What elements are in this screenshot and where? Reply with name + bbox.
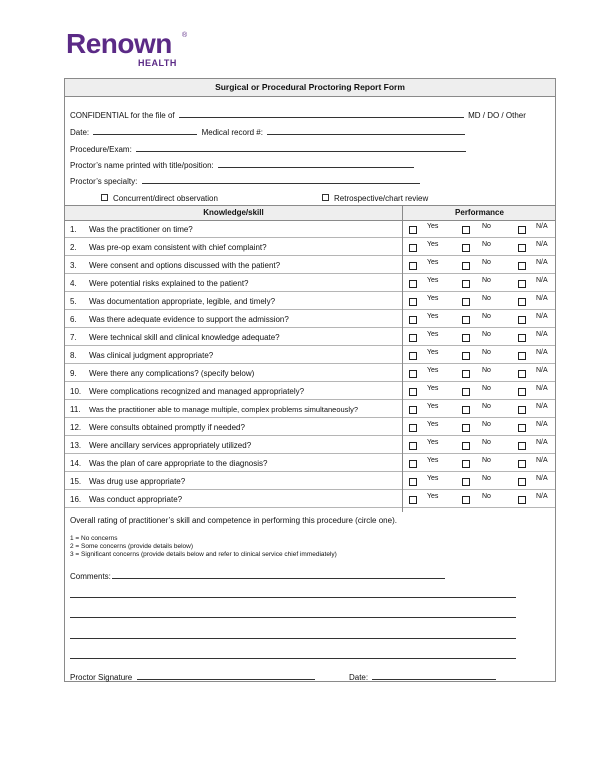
yes-label: Yes xyxy=(427,295,439,302)
no-checkbox[interactable] xyxy=(462,226,470,234)
na-checkbox[interactable] xyxy=(518,334,526,342)
medical-record-label: Medical record #: xyxy=(201,128,263,137)
table-row xyxy=(65,220,555,238)
na-label: N/A xyxy=(536,475,548,482)
na-label: N/A xyxy=(536,313,548,320)
yes-label: Yes xyxy=(427,241,439,248)
no-label: No xyxy=(482,313,491,320)
no-checkbox[interactable] xyxy=(462,406,470,414)
na-checkbox[interactable] xyxy=(518,316,526,324)
question-text: Was the practitioner able to manage multiple, complex problems simultaneously? xyxy=(89,405,359,414)
question-number: 12. xyxy=(70,423,82,432)
yes-label: Yes xyxy=(427,277,439,284)
comments-line xyxy=(70,570,445,581)
concurrent-option[interactable] xyxy=(101,194,218,203)
question-text: Were consults obtained promptly if needed? xyxy=(89,423,245,432)
na-checkbox[interactable] xyxy=(518,370,526,378)
date-label: Date: xyxy=(70,128,90,137)
proctor-name-line xyxy=(70,159,416,170)
question-number: 10. xyxy=(70,387,82,396)
na-label: N/A xyxy=(536,259,548,266)
signature-label: Proctor Signature xyxy=(70,673,133,682)
question-text: Were potential risks explained to the patient? xyxy=(89,279,249,288)
yes-label: Yes xyxy=(427,493,439,500)
na-checkbox[interactable] xyxy=(518,244,526,252)
table-row xyxy=(65,238,555,256)
signature-date-label: Date: xyxy=(348,673,369,682)
no-label: No xyxy=(482,493,491,500)
yes-checkbox[interactable] xyxy=(409,298,417,306)
question-text: Was drug use appropriate? xyxy=(89,477,186,486)
no-label: No xyxy=(482,457,491,464)
no-checkbox[interactable] xyxy=(462,370,470,378)
yes-label: Yes xyxy=(427,367,439,374)
na-label: N/A xyxy=(536,457,548,464)
no-checkbox[interactable] xyxy=(462,334,470,342)
yes-checkbox[interactable] xyxy=(409,370,417,378)
no-label: No xyxy=(482,349,491,356)
proctor-specialty-line xyxy=(70,175,422,186)
table-row xyxy=(65,382,555,400)
yes-checkbox[interactable] xyxy=(409,406,417,414)
table-row xyxy=(65,328,555,346)
procedure-label: Procedure/Exam: xyxy=(70,145,132,154)
yes-checkbox[interactable] xyxy=(409,424,417,432)
na-label: N/A xyxy=(536,241,548,248)
procedure-line xyxy=(70,143,468,154)
question-text: Were complications recognized and managed appropriately? xyxy=(89,387,305,396)
yes-label: Yes xyxy=(427,439,439,446)
na-checkbox[interactable] xyxy=(518,478,526,486)
yes-checkbox[interactable] xyxy=(409,334,417,342)
na-label: N/A xyxy=(536,331,548,338)
question-number: 11. xyxy=(70,405,81,414)
no-checkbox[interactable] xyxy=(462,478,470,486)
yes-label: Yes xyxy=(427,385,439,392)
no-label: No xyxy=(482,403,491,410)
yes-label: Yes xyxy=(427,403,439,410)
yes-label: Yes xyxy=(427,475,439,482)
question-text: Were ancillary services appropriately utilized? xyxy=(89,441,252,450)
question-number: 1. xyxy=(70,225,77,234)
yes-checkbox[interactable] xyxy=(409,388,417,396)
na-checkbox[interactable] xyxy=(518,226,526,234)
na-label: N/A xyxy=(536,367,548,374)
question-text: Was the practitioner on time? xyxy=(89,225,193,234)
signature-field[interactable] xyxy=(137,671,315,680)
proctor-name-label: Proctor’s name printed with title/position: xyxy=(70,161,214,170)
retrospective-checkbox[interactable] xyxy=(322,194,329,201)
no-checkbox[interactable] xyxy=(462,352,470,360)
question-text: Was conduct appropriate? xyxy=(89,495,183,504)
yes-checkbox[interactable] xyxy=(409,496,417,504)
no-checkbox[interactable] xyxy=(462,316,470,324)
scale-item-2: 2 = Some concerns (provide details below) xyxy=(70,543,194,550)
question-text: Was documentation appropriate, legible, and timely? xyxy=(89,297,276,306)
na-checkbox[interactable] xyxy=(518,280,526,288)
comments-label: Comments: xyxy=(70,572,111,581)
na-checkbox[interactable] xyxy=(518,406,526,414)
table-row xyxy=(65,418,555,436)
table-row xyxy=(65,436,555,454)
confidential-label: CONFIDENTIAL for the file of xyxy=(70,111,175,120)
retrospective-label: Retrospective/chart review xyxy=(334,194,429,203)
na-checkbox[interactable] xyxy=(518,352,526,360)
na-checkbox[interactable] xyxy=(518,424,526,432)
no-checkbox[interactable] xyxy=(462,280,470,288)
no-checkbox[interactable] xyxy=(462,298,470,306)
date-record-line xyxy=(70,126,467,137)
no-label: No xyxy=(482,331,491,338)
yes-label: Yes xyxy=(427,259,439,266)
na-checkbox[interactable] xyxy=(518,388,526,396)
question-text: Was clinical judgment appropriate? xyxy=(89,351,214,360)
question-text: Was there adequate evidence to support the admission? xyxy=(89,315,289,324)
yes-label: Yes xyxy=(427,313,439,320)
no-label: No xyxy=(482,223,491,230)
question-number: 6. xyxy=(70,315,77,324)
na-label: N/A xyxy=(536,277,548,284)
renown-health-logo xyxy=(66,28,196,70)
question-number: 3. xyxy=(70,261,77,270)
no-label: No xyxy=(482,439,491,446)
question-number: 16. xyxy=(70,495,82,504)
na-checkbox[interactable] xyxy=(518,442,526,450)
performance-header: Performance xyxy=(402,206,556,220)
table-row xyxy=(65,454,555,472)
na-checkbox[interactable] xyxy=(518,298,526,306)
no-checkbox[interactable] xyxy=(462,460,470,468)
question-number: 9. xyxy=(70,369,77,378)
proctoring-form xyxy=(64,78,556,682)
comment-line-3[interactable] xyxy=(70,638,516,639)
overall-rating-text: Overall rating of practitioner’s skill and competence in performing this procedure (circle one). xyxy=(70,516,397,525)
form-title: Surgical or Procedural Proctoring Report Form xyxy=(65,79,555,97)
procedure-field[interactable] xyxy=(136,143,466,152)
signature-date-field[interactable] xyxy=(372,671,496,680)
question-number: 7. xyxy=(70,333,77,342)
no-checkbox[interactable] xyxy=(462,424,470,432)
logo-subtitle: HEALTH xyxy=(138,58,177,68)
na-checkbox[interactable] xyxy=(518,460,526,468)
table-row xyxy=(65,346,555,364)
question-number: 2. xyxy=(70,243,77,252)
no-label: No xyxy=(482,259,491,266)
table-row xyxy=(65,256,555,274)
yes-checkbox[interactable] xyxy=(409,460,417,468)
yes-checkbox[interactable] xyxy=(409,352,417,360)
table-row xyxy=(65,274,555,292)
logo-wordmark: Renown xyxy=(66,28,172,59)
logo-registered-mark: ® xyxy=(182,32,188,39)
proctor-specialty-label: Proctor’s specialty: xyxy=(70,177,138,186)
question-text: Were technical skill and clinical knowledge adequate? xyxy=(89,333,280,342)
table-row xyxy=(65,292,555,310)
na-checkbox[interactable] xyxy=(518,262,526,270)
na-label: N/A xyxy=(536,295,548,302)
yes-checkbox[interactable] xyxy=(409,262,417,270)
no-label: No xyxy=(482,277,491,284)
yes-checkbox[interactable] xyxy=(409,226,417,234)
knowledge-skill-header: Knowledge/skill xyxy=(203,208,264,217)
medical-record-field[interactable] xyxy=(267,126,465,135)
table-row xyxy=(65,472,555,490)
table-row xyxy=(65,310,555,328)
no-label: No xyxy=(482,241,491,248)
column-divider xyxy=(402,220,403,512)
retrospective-option[interactable] xyxy=(322,194,428,203)
no-label: No xyxy=(482,385,491,392)
scale-item-3: 3 = Significant concerns (provide details below and refer to clinical service chief immediately) xyxy=(70,551,337,558)
scale-item-1: 1 = No concerns xyxy=(70,535,118,542)
no-label: No xyxy=(482,367,491,374)
comment-line-1[interactable] xyxy=(70,597,516,598)
question-number: 5. xyxy=(70,297,77,306)
proctor-specialty-field[interactable] xyxy=(142,175,420,184)
question-text: Was pre-op exam consistent with chief complaint? xyxy=(89,243,267,252)
yes-label: Yes xyxy=(427,421,439,428)
question-number: 13. xyxy=(70,441,82,450)
yes-label: Yes xyxy=(427,331,439,338)
no-checkbox[interactable] xyxy=(462,442,470,450)
table-row xyxy=(65,400,555,418)
na-checkbox[interactable] xyxy=(518,496,526,504)
confidential-name-field[interactable] xyxy=(179,109,464,118)
na-label: N/A xyxy=(536,223,548,230)
confidential-line xyxy=(70,109,526,120)
na-label: N/A xyxy=(536,403,548,410)
na-label: N/A xyxy=(536,349,548,356)
yes-checkbox[interactable] xyxy=(409,244,417,252)
table-row xyxy=(65,490,555,508)
concurrent-label: Concurrent/direct observation xyxy=(113,194,218,203)
question-number: 15. xyxy=(70,477,82,486)
question-number: 4. xyxy=(70,279,77,288)
no-checkbox[interactable] xyxy=(462,244,470,252)
proctor-name-field[interactable] xyxy=(218,159,414,168)
comments-field[interactable] xyxy=(112,570,445,579)
comment-line-4[interactable] xyxy=(70,658,516,659)
yes-label: Yes xyxy=(427,457,439,464)
comment-line-2[interactable] xyxy=(70,617,516,618)
na-label: N/A xyxy=(536,493,548,500)
question-text: Were there any complications? (specify below) xyxy=(89,369,255,378)
yes-checkbox[interactable] xyxy=(409,478,417,486)
no-checkbox[interactable] xyxy=(462,262,470,270)
confidential-suffix: MD / DO / Other xyxy=(468,111,526,120)
yes-checkbox[interactable] xyxy=(409,316,417,324)
yes-checkbox[interactable] xyxy=(409,442,417,450)
na-label: N/A xyxy=(536,421,548,428)
question-number: 14. xyxy=(70,459,82,468)
rating-scale xyxy=(70,535,337,559)
signature-line xyxy=(70,671,496,682)
no-label: No xyxy=(482,421,491,428)
no-label: No xyxy=(482,475,491,482)
date-field[interactable] xyxy=(93,126,197,135)
yes-label: Yes xyxy=(427,349,439,356)
no-label: No xyxy=(482,295,491,302)
table-row xyxy=(65,364,555,382)
no-checkbox[interactable] xyxy=(462,496,470,504)
na-label: N/A xyxy=(536,385,548,392)
question-text: Were consent and options discussed with the patient? xyxy=(89,261,281,270)
yes-checkbox[interactable] xyxy=(409,280,417,288)
concurrent-checkbox[interactable] xyxy=(101,194,108,201)
yes-label: Yes xyxy=(427,223,439,230)
na-label: N/A xyxy=(536,439,548,446)
question-text: Was the plan of care appropriate to the diagnosis? xyxy=(89,459,268,468)
table-header xyxy=(65,205,555,221)
question-number: 8. xyxy=(70,351,77,360)
no-checkbox[interactable] xyxy=(462,388,470,396)
